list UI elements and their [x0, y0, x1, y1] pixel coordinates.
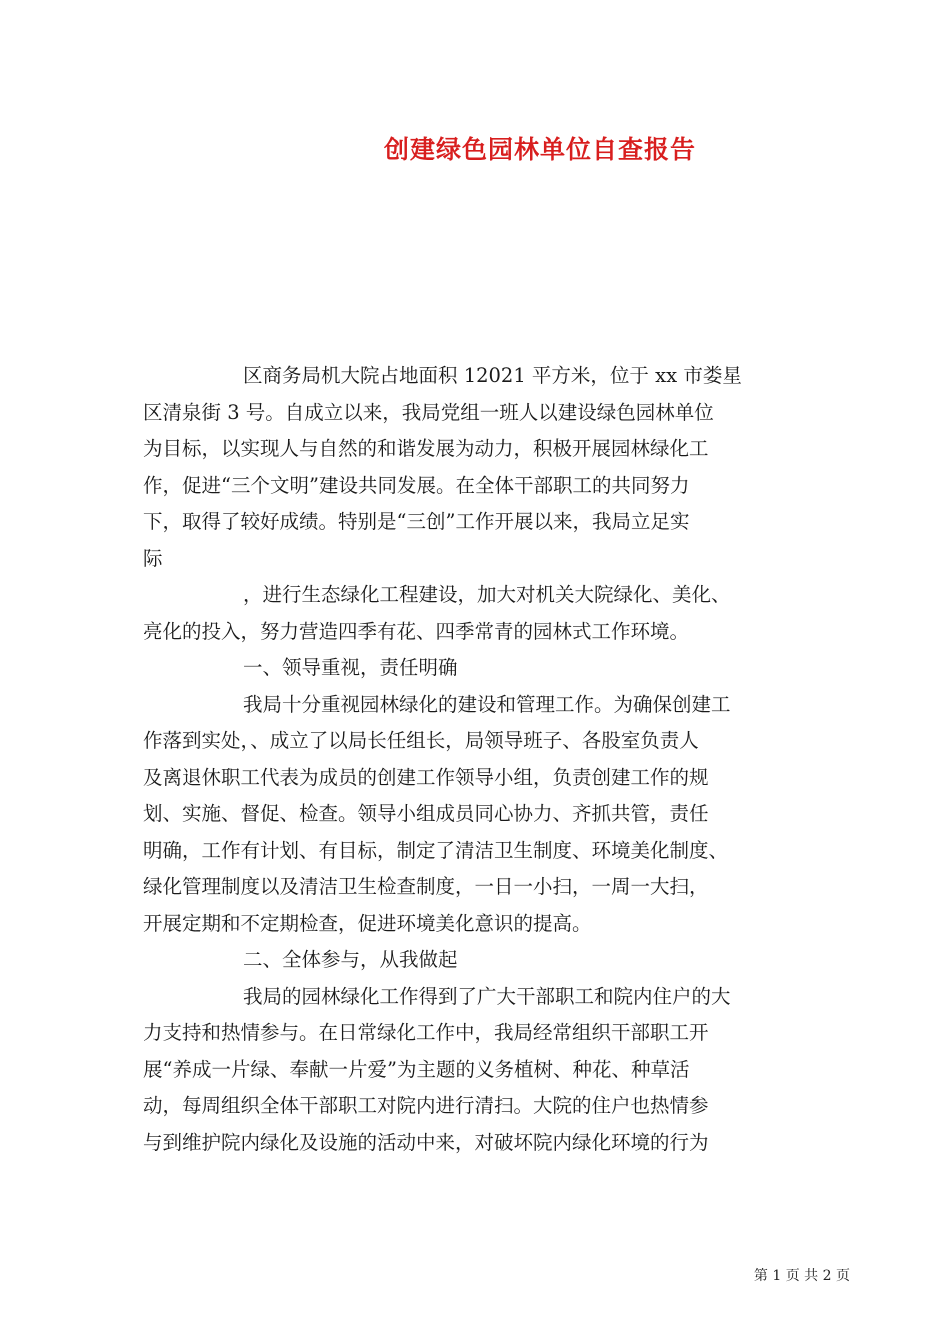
- body-line: 我局的园林绿化工作得到了广大干部职工和院内住户的大: [243, 984, 731, 1008]
- body-line: 区清泉街 3 号。自成立以来，我局党组一班人以建设绿色园林单位: [143, 400, 714, 424]
- document-title: 创建绿色园林单位自查报告: [383, 135, 696, 164]
- body-line: 与到维护院内绿化及设施的活动中来，对破坏院内绿化环境的行为: [143, 1130, 709, 1154]
- body-line: 亮化的投入，努力营造四季有花、四季常青的园林式工作环境。: [143, 619, 690, 643]
- body-line: 作，促进“三个文明”建设共同发展。在全体干部职工的共同努力: [143, 473, 690, 497]
- body-line: 我局十分重视园林绿化的建设和管理工作。为确保创建工: [243, 692, 731, 716]
- body-line: 二、全体参与，从我做起: [243, 948, 458, 971]
- body-line: 作落到实处，、成立了以局长任组长，局领导班子、各股室负责人: [143, 729, 699, 752]
- document-body: [143, 358, 823, 1161]
- body-line: 力支持和热情参与。在日常绿化工作中，我局经常组织干部职工开: [143, 1021, 709, 1044]
- body-line: 区商务局机大院占地面积 12021 平方米，位于 xx 市娄星: [243, 364, 742, 387]
- body-line: 际: [143, 546, 163, 570]
- body-line: 动，每周组织全体干部职工对院内进行清扫。大院的住户也热情参: [143, 1094, 709, 1117]
- body-line: 绿化管理制度以及清洁卫生检查制度，一日一小扫，一周一大扫，: [143, 875, 709, 898]
- body-line: 划、实施、督促、检查。领导小组成员同心协力、齐抓共管，责任: [143, 802, 709, 825]
- body-line: ，进行生态绿化工程建设，加大对机关大院绿化、美化、: [243, 583, 731, 606]
- body-line: 开展定期和不定期检查，促进环境美化意识的提高。: [143, 911, 592, 935]
- body-line: 明确，工作有计划、有目标，制定了清洁卫生制度、环境美化制度、: [143, 838, 729, 862]
- body-line: 及离退休职工代表为成员的创建工作领导小组，负责创建工作的规: [143, 765, 709, 789]
- page-footer: 第 1 页 共 2 页: [753, 1268, 850, 1284]
- body-line: 下，取得了较好成绩。特别是“三创”工作开展以来，我局立足实: [143, 510, 690, 533]
- body-line: 展“养成一片绿、奉献一片爱”为主题的义务植树、种花、种草活: [143, 1057, 690, 1081]
- body-line: 为目标，以实现人与自然的和谐发展为动力，积极开展园林绿化工: [143, 437, 709, 460]
- body-line: 一、领导重视，责任明确: [243, 656, 458, 679]
